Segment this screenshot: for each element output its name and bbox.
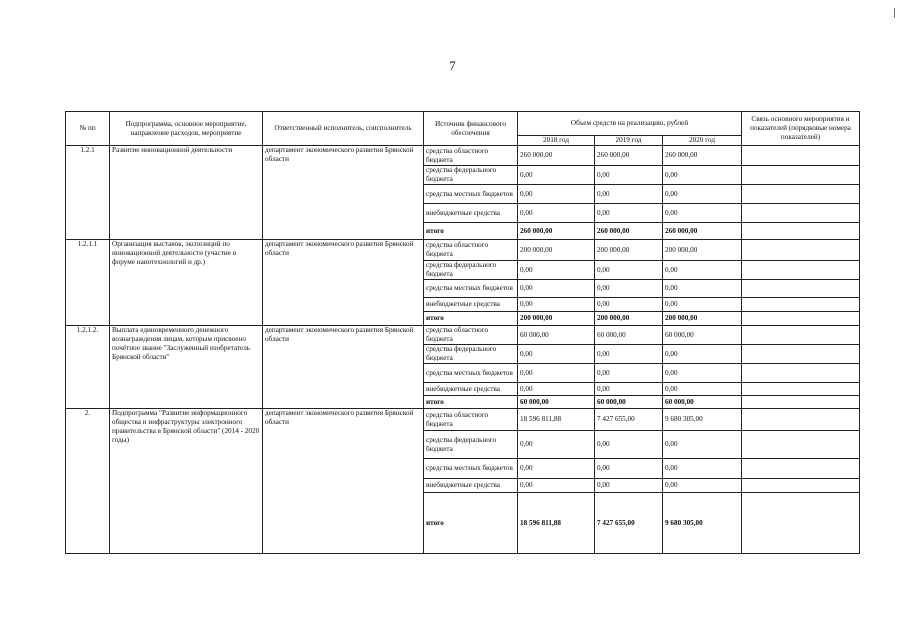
indicator-link <box>742 166 860 185</box>
funding-source: итого <box>424 493 518 554</box>
amount-2019: 0,00 <box>595 298 663 312</box>
indicator-link <box>742 204 860 223</box>
header-year-2018: 2018 год <box>518 136 595 146</box>
amount-2019: 0,00 <box>595 431 663 459</box>
funding-source: итого <box>424 312 518 326</box>
row-number: 1.2.1.2. <box>66 326 110 409</box>
amount-2020: 0,00 <box>663 364 742 383</box>
amount-2018: 0,00 <box>518 459 595 479</box>
amount-2018: 0,00 <box>518 280 595 298</box>
amount-2020: 60 000,00 <box>663 396 742 409</box>
amount-2018: 0,00 <box>518 383 595 396</box>
header-link: Связь основного мероприятия и показателей (порядковые номера показателей) <box>742 112 860 146</box>
indicator-link <box>742 396 860 409</box>
amount-2018: 0,00 <box>518 204 595 223</box>
amount-2019: 0,00 <box>595 204 663 223</box>
indicator-link <box>742 261 860 280</box>
amount-2019: 0,00 <box>595 345 663 364</box>
amount-2018: 18 596 811,88 <box>518 409 595 431</box>
funding-source: средства местных бюджетов <box>424 185 518 204</box>
amount-2018: 60 000,00 <box>518 396 595 409</box>
indicator-link <box>742 280 860 298</box>
header-source: Источник финансового обеспечения <box>424 112 518 146</box>
indicator-link <box>742 409 860 431</box>
amount-2020: 0,00 <box>663 431 742 459</box>
amount-2018: 18 596 811,88 <box>518 493 595 554</box>
amount-2020: 60 000,00 <box>663 326 742 345</box>
amount-2018: 0,00 <box>518 479 595 493</box>
funding-source: внебюджетные средства <box>424 479 518 493</box>
amount-2020: 0,00 <box>663 261 742 280</box>
executor: департамент экономического развития Брянской области <box>263 409 424 554</box>
funding-source: средства федерального бюджета <box>424 261 518 280</box>
table-body <box>66 146 860 554</box>
amount-2019: 0,00 <box>595 166 663 185</box>
indicator-link <box>742 479 860 493</box>
amount-2019: 0,00 <box>595 364 663 383</box>
indicator-link <box>742 459 860 479</box>
page-number: 7 <box>449 58 456 73</box>
funding-source: итого <box>424 223 518 240</box>
amount-2018: 0,00 <box>518 298 595 312</box>
row-number: 1.2.1.1 <box>66 240 110 326</box>
row-number: 2. <box>66 409 110 554</box>
amount-2020: 200 000,00 <box>663 312 742 326</box>
amount-2019: 60 000,00 <box>595 396 663 409</box>
indicator-link <box>742 298 860 312</box>
funding-source: средства областного бюджета <box>424 240 518 261</box>
indicator-link <box>742 326 860 345</box>
table-row <box>66 409 860 431</box>
header-num: № пп <box>66 112 110 146</box>
funding-source: средства областного бюджета <box>424 409 518 431</box>
funding-table <box>65 111 860 554</box>
amount-2019: 0,00 <box>595 479 663 493</box>
table-row <box>66 326 860 345</box>
amount-2020: 0,00 <box>663 280 742 298</box>
header-volume: Объем средств на реализацию, рублей <box>518 112 742 136</box>
table-row <box>66 240 860 261</box>
amount-2020: 0,00 <box>663 204 742 223</box>
header-year-2019: 2019 год <box>595 136 663 146</box>
funding-source: средства областного бюджета <box>424 146 518 166</box>
amount-2018: 0,00 <box>518 345 595 364</box>
indicator-link <box>742 223 860 240</box>
executor: департамент экономического развития Брянской области <box>263 146 424 240</box>
program-name: Организация выставок, экспозиций по инновационной деятельности (участие в форуме нанотехнологий и др.) <box>110 240 263 326</box>
amount-2020: 200 000,00 <box>663 240 742 261</box>
funding-source: средства областного бюджета <box>424 326 518 345</box>
amount-2019: 0,00 <box>595 459 663 479</box>
amount-2020: 0,00 <box>663 479 742 493</box>
amount-2018: 260 000,00 <box>518 223 595 240</box>
funding-source: средства местных бюджетов <box>424 280 518 298</box>
funding-source: средства федерального бюджета <box>424 166 518 185</box>
amount-2019: 200 000,00 <box>595 312 663 326</box>
amount-2018: 0,00 <box>518 364 595 383</box>
indicator-link <box>742 240 860 261</box>
amount-2020: 0,00 <box>663 166 742 185</box>
program-name: Подпрограмма "Развитие информационного общества и инфраструктуры электронного правительства в Брянской области" (2014 - 2020 годы) <box>110 409 263 554</box>
indicator-link <box>742 345 860 364</box>
indicator-link <box>742 185 860 204</box>
indicator-link <box>742 312 860 326</box>
funding-source: средства федерального бюджета <box>424 431 518 459</box>
amount-2020: 9 680 305,00 <box>663 409 742 431</box>
indicator-link <box>742 364 860 383</box>
scan-edge-mark <box>894 8 895 18</box>
amount-2019: 0,00 <box>595 261 663 280</box>
table-row <box>66 146 860 166</box>
indicator-link <box>742 146 860 166</box>
amount-2020: 260 000,00 <box>663 146 742 166</box>
amount-2020: 0,00 <box>663 298 742 312</box>
header-executor: Ответственный исполнитель, соисполнитель <box>263 112 424 146</box>
funding-source: внебюджетные средства <box>424 383 518 396</box>
amount-2019: 260 000,00 <box>595 223 663 240</box>
executor: департамент экономического развития Брянской области <box>263 326 424 409</box>
amount-2020: 0,00 <box>663 459 742 479</box>
amount-2020: 0,00 <box>663 345 742 364</box>
amount-2018: 0,00 <box>518 166 595 185</box>
amount-2018: 0,00 <box>518 431 595 459</box>
program-name: Развитие инновационной деятельности <box>110 146 263 240</box>
amount-2019: 60 000,00 <box>595 326 663 345</box>
amount-2019: 7 427 655,00 <box>595 409 663 431</box>
amount-2019: 0,00 <box>595 280 663 298</box>
amount-2019: 200 000,00 <box>595 240 663 261</box>
indicator-link <box>742 431 860 459</box>
indicator-link <box>742 493 860 554</box>
amount-2019: 7 427 655,00 <box>595 493 663 554</box>
amount-2018: 260 000,00 <box>518 146 595 166</box>
amount-2018: 200 000,00 <box>518 312 595 326</box>
amount-2020: 0,00 <box>663 185 742 204</box>
funding-source: итого <box>424 396 518 409</box>
amount-2020: 9 680 305,00 <box>663 493 742 554</box>
amount-2018: 200 000,00 <box>518 240 595 261</box>
funding-source: внебюджетные средства <box>424 298 518 312</box>
amount-2020: 260 000,00 <box>663 223 742 240</box>
amount-2020: 0,00 <box>663 383 742 396</box>
funding-source: средства местных бюджетов <box>424 459 518 479</box>
header-year-2020: 2020 год <box>663 136 742 146</box>
amount-2018: 0,00 <box>518 185 595 204</box>
funding-source: средства федерального бюджета <box>424 345 518 364</box>
amount-2018: 0,00 <box>518 261 595 280</box>
amount-2019: 0,00 <box>595 383 663 396</box>
amount-2019: 260 000,00 <box>595 146 663 166</box>
program-name: Выплата единовременного денежного вознаграждения лицам, которым присвоено почётное звание "Заслуженный изобретатель Брянской области" <box>110 326 263 409</box>
funding-source: внебюджетные средства <box>424 204 518 223</box>
indicator-link <box>742 383 860 396</box>
row-number: 1.2.1 <box>66 146 110 240</box>
amount-2018: 60 000,00 <box>518 326 595 345</box>
header-program: Подпрограмма, основное мероприятие, направление расходов, мероприятие <box>110 112 263 146</box>
funding-source: средства местных бюджетов <box>424 364 518 383</box>
executor: департамент экономического развития Брянской области <box>263 240 424 326</box>
amount-2019: 0,00 <box>595 185 663 204</box>
